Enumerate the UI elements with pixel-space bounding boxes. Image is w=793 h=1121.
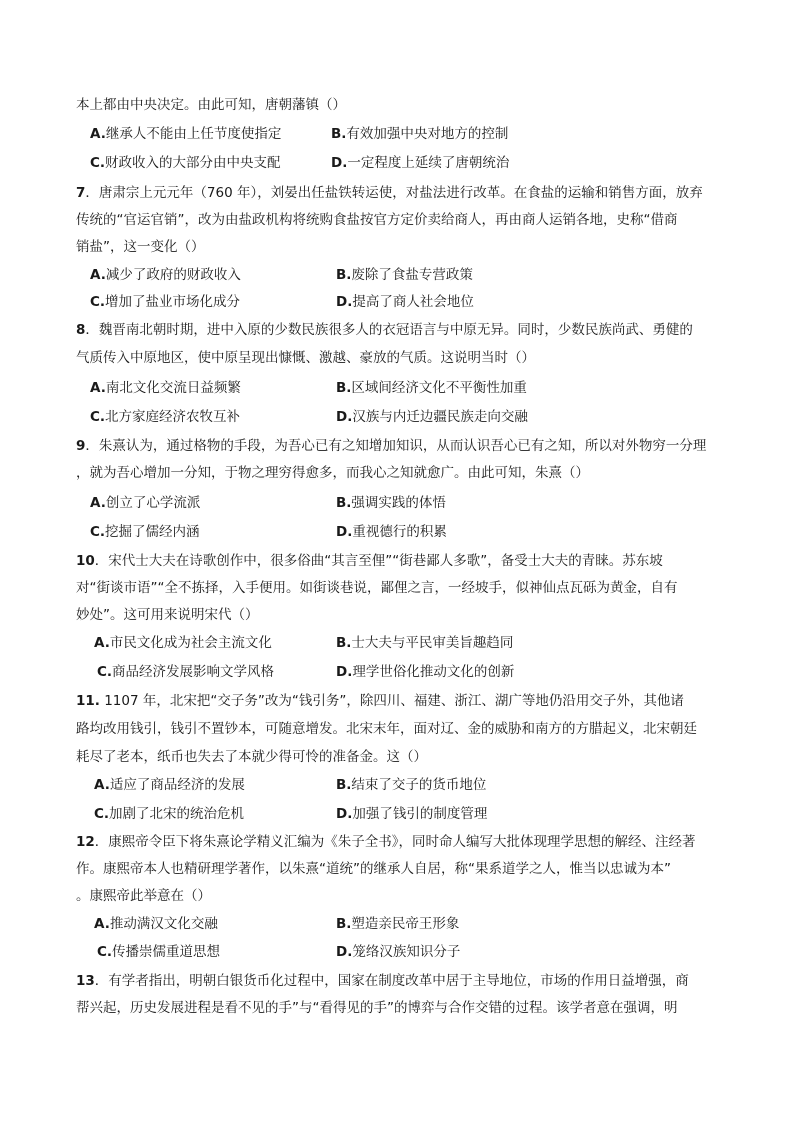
option-letter: D.: [336, 294, 353, 310]
q7-stem-line-3: 销盐”，这一变化（）: [76, 239, 205, 255]
q10-stem-line-2: 对“街谈市语”“全不拣择，入手便用。如街谈巷说，鄙俚之言，一经坡手，似神仙点瓦砾为黄金，自有: [76, 580, 678, 596]
q13-number: 13: [76, 973, 95, 989]
q7-option-d[interactable]: [336, 293, 474, 311]
option-letter: A.: [94, 635, 110, 651]
option-text: 南北文化交流日益频繁: [105, 380, 241, 396]
stem-text: ．唐肃宗上元元年（760 年），刘晏出任盐铁转运使，对盐法进行改革。在食盐的运输和销售方面，放弃: [85, 185, 703, 201]
q10-option-c[interactable]: [97, 663, 274, 681]
q7-option-b[interactable]: [336, 266, 473, 284]
option-text: 强调实践的体悟: [351, 495, 446, 511]
option-letter: D.: [331, 155, 348, 171]
q11-option-d[interactable]: [336, 805, 487, 823]
q6-option-a[interactable]: [90, 125, 281, 143]
option-text: 士大夫与平民审美旨趣趋同: [351, 635, 514, 651]
option-text: 创立了心学流派: [105, 495, 201, 511]
q8-option-c[interactable]: [90, 408, 240, 426]
option-text: 北方家庭经济农牧互补: [105, 409, 241, 425]
option-letter: C.: [94, 806, 110, 822]
q10-number: 10: [76, 553, 95, 569]
stem-text: ．朱熹认为，通过格物的手段，为吾心已有之知增加知识，从而认识吾心已有之知，所以对外物穷一分理: [85, 438, 707, 454]
option-letter: D.: [336, 944, 353, 960]
stem-text: ．有学者指出，明朝白银货币化过程中，国家在制度改革中居于主导地位，市场的作用日益增强，商: [94, 973, 689, 989]
q13-stem-line-1: [76, 972, 726, 990]
q9-option-d[interactable]: [336, 523, 447, 541]
stem-text: 1107 年，北宋把“交子务”改为“钱引务”，除四川、福建、浙江、湖广等地仍沿用交子外，其他诸: [99, 693, 684, 709]
option-text: 有效加强中央对地方的控制: [346, 126, 509, 142]
q12-number: 12: [76, 834, 95, 850]
q11-stem-line-1: [76, 692, 726, 710]
option-text: 汉族与内迁边疆民族走向交融: [352, 409, 528, 425]
option-letter: A.: [94, 777, 110, 793]
q7-number: 7: [76, 185, 86, 201]
q11-stem-line-2: 路均改用钱引，钱引不置钞本，可随意增发。北宋末年，面对辽、金的威胁和南方的方腊起义，北宋朝廷: [76, 721, 697, 737]
q8-stem-line-2: 气质传入中原地区，使中原呈现出慷慨、激越、豪放的气质。这说明当时（）: [76, 350, 535, 366]
q8-option-d[interactable]: [336, 408, 528, 426]
option-text: 理学世俗化推动文化的创新: [352, 664, 515, 680]
q7-stem-line-2: 传统的“官运官销”，改为由盐政机构将统购食盐按官方定价卖给商人，再由商人运销各地，史称“借商: [76, 212, 678, 228]
q13-stem-line-2: 帮兴起，历史发展进程是看不见的手”与“看得见的手”的博弈与合作交错的过程。该学者意在强调，明: [76, 1000, 678, 1016]
option-text: 商品经济发展影响文学风格: [112, 664, 275, 680]
q9-stem-line-2: ，就为吾心增加一分知，于物之理穷得愈多，而我心之知就愈广。由此可知，朱熹（）: [76, 465, 589, 481]
q12-option-d[interactable]: [336, 943, 460, 961]
q10-stem-line-3: 妙处”。这可用来说明宋代（）: [76, 607, 259, 623]
option-letter: C.: [90, 524, 106, 540]
option-letter: C.: [97, 944, 113, 960]
q6-option-b[interactable]: [331, 125, 508, 143]
q9-option-c[interactable]: [90, 523, 200, 541]
option-text: 继承人不能由上任节度使指定: [105, 126, 282, 142]
option-letter: A.: [90, 380, 106, 396]
option-letter: A.: [90, 126, 106, 142]
q11-stem-line-3: 耗尽了老本，纸币也失去了本就少得可怜的准备金。这（）: [76, 749, 427, 765]
option-text: 一定程度上延续了唐朝统治: [347, 155, 510, 171]
option-letter: A.: [90, 267, 106, 283]
option-letter: A.: [94, 916, 110, 932]
option-text: 提高了商人社会地位: [352, 294, 474, 310]
option-letter: C.: [90, 155, 106, 171]
q10-stem-line-1: [76, 552, 726, 570]
option-text: 加强了钱引的制度管理: [352, 806, 488, 822]
option-text: 塑造亲民帝王形象: [351, 916, 460, 932]
stem-text: ．康熙帝令臣下将朱熹论学精义汇编为《朱子全书》，同时命人编写大批体现理学思想的解经、注经著: [94, 834, 696, 850]
option-letter: C.: [97, 664, 113, 680]
q8-option-a[interactable]: [90, 379, 241, 397]
q12-option-b[interactable]: [336, 915, 459, 933]
q7-option-a[interactable]: [90, 266, 241, 284]
q6-stem-tail: 本上都由中央决定。由此可知，唐朝藩镇（）: [76, 97, 346, 113]
option-text: 挖掘了儒经内涵: [105, 524, 200, 540]
q10-option-d[interactable]: [336, 663, 514, 681]
option-text: 区域间经济文化不平衡性加重: [351, 380, 527, 396]
q6-option-c[interactable]: [90, 154, 281, 172]
q6-option-d[interactable]: [331, 154, 509, 172]
option-text: 传播崇儒重道思想: [112, 944, 221, 960]
option-text: 加剧了北宋的统治危机: [109, 806, 245, 822]
q7-option-c[interactable]: [90, 293, 240, 311]
q11-option-c[interactable]: [94, 805, 244, 823]
option-letter: B.: [336, 635, 352, 651]
q8-number: 8: [76, 322, 86, 338]
q11-option-a[interactable]: [94, 776, 245, 794]
q10-option-b[interactable]: [336, 634, 513, 652]
q12-option-a[interactable]: [94, 915, 218, 933]
q12-option-c[interactable]: [97, 943, 220, 961]
option-letter: B.: [336, 495, 352, 511]
option-text: 市民文化成为社会主流文化: [109, 635, 272, 651]
option-text: 笼络汉族知识分子: [352, 944, 461, 960]
option-letter: B.: [331, 126, 347, 142]
option-letter: B.: [336, 777, 352, 793]
option-letter: A.: [90, 495, 106, 511]
option-letter: B.: [336, 916, 352, 932]
q12-stem-line-2: 作。康熙帝本人也精研理学著作，以朱熹“道统”的继承人自居，称“果系道学之人，惟当以忠诚为本”: [76, 861, 671, 877]
option-letter: D.: [336, 409, 353, 425]
option-text: 结束了交子的货币地位: [351, 777, 487, 793]
option-letter: D.: [336, 524, 353, 540]
option-letter: B.: [336, 380, 352, 396]
option-text: 增加了盐业市场化成分: [105, 294, 241, 310]
option-letter: D.: [336, 664, 353, 680]
q12-stem-line-3: 。康熙帝此举意在（）: [76, 888, 211, 904]
option-text: 财政收入的大部分由中央支配: [105, 155, 281, 171]
q9-option-a[interactable]: [90, 494, 200, 512]
stem-text: ．魏晋南北朝时期，进中入原的少数民族很多人的衣冠语言与中原无异。同时，少数民族尚武、勇健的: [85, 322, 693, 338]
q12-stem-line-1: [76, 833, 726, 851]
option-text: 废除了食盐专营政策: [351, 267, 473, 283]
option-letter: D.: [336, 806, 353, 822]
option-text: 重视德行的积累: [352, 524, 447, 540]
q10-option-a[interactable]: [94, 634, 272, 652]
option-text: 适应了商品经济的发展: [109, 777, 245, 793]
option-letter: C.: [90, 409, 106, 425]
stem-text: ．宋代士大夫在诗歌创作中，很多俗曲“其言至俚”“街巷鄙人多歌”，备受士大夫的青睐。苏东坡: [94, 553, 663, 569]
q11-option-b[interactable]: [336, 776, 486, 794]
q9-stem-line-1: [76, 437, 726, 455]
option-text: 推动满汉文化交融: [109, 916, 218, 932]
q7-stem-line-1: [76, 184, 726, 202]
option-letter: C.: [90, 294, 106, 310]
q9-option-b[interactable]: [336, 494, 446, 512]
option-letter: B.: [336, 267, 352, 283]
option-text: 减少了政府的财政收入: [105, 267, 241, 283]
q8-option-b[interactable]: [336, 379, 527, 397]
q11-number: 11.: [76, 693, 100, 709]
q8-stem-line-1: [76, 321, 726, 339]
q9-number: 9: [76, 438, 86, 454]
